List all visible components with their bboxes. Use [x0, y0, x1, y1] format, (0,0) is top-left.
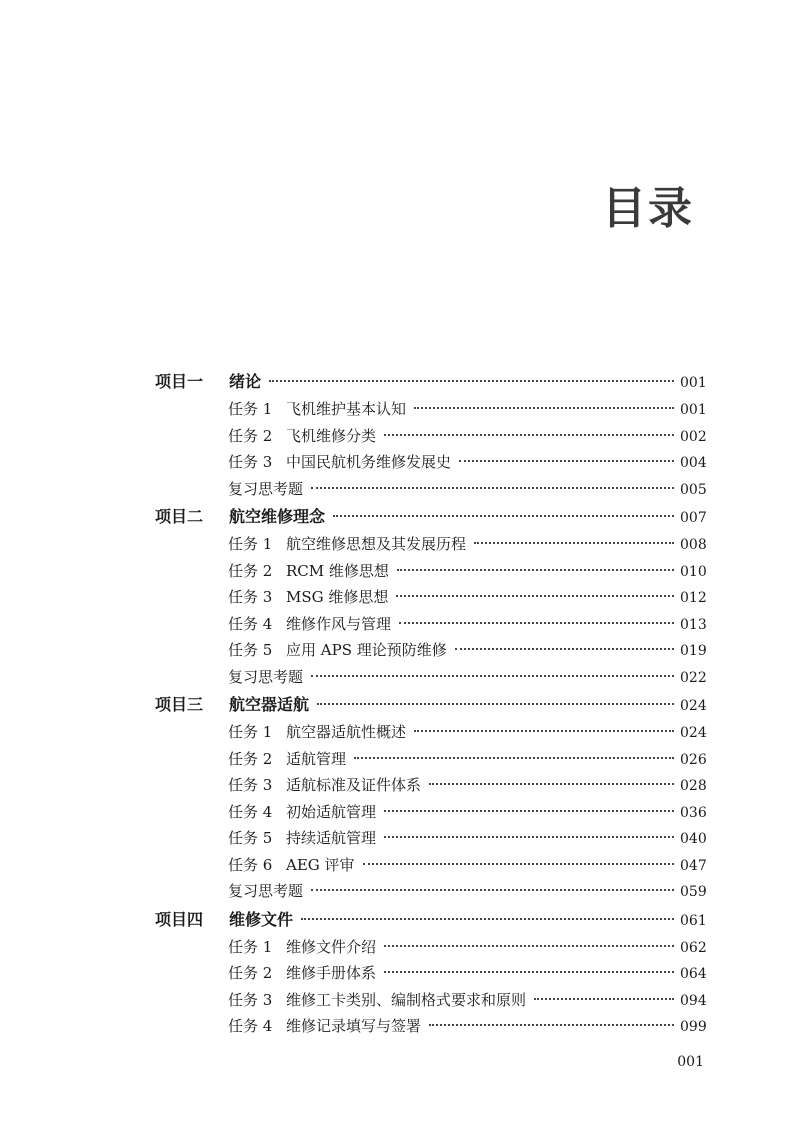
page-number: 002: [680, 428, 707, 445]
dot-leader: [354, 757, 674, 759]
task-label: 任务 5: [228, 829, 273, 847]
toc-task-entry[interactable]: [155, 987, 706, 1014]
dot-leader: [397, 569, 674, 571]
project-label: 项目二: [155, 507, 204, 526]
toc-task-entry[interactable]: [155, 772, 706, 799]
dot-leader: [384, 810, 674, 812]
project-title: 维修文件: [229, 909, 294, 929]
page-title: 目录: [602, 183, 694, 234]
page-number: 099: [680, 1019, 707, 1035]
toc-task-entry[interactable]: [155, 852, 706, 879]
page-number: 001: [677, 1054, 704, 1070]
dot-leader: [429, 1024, 674, 1026]
toc-task-entry[interactable]: [155, 531, 706, 558]
toc-task-entry[interactable]: [155, 396, 706, 423]
page-number: 001: [680, 375, 707, 391]
task-label: 任务 1: [228, 723, 273, 741]
project-title: 航空器适航: [229, 695, 310, 714]
toc-task-entry[interactable]: [155, 934, 706, 961]
toc-task-entry[interactable]: [155, 1013, 706, 1040]
page-number: 001: [680, 402, 707, 418]
toc-review-entry[interactable]: [155, 476, 706, 503]
dot-leader: [363, 863, 674, 865]
toc-task-entry[interactable]: [155, 584, 706, 611]
toc-project-entry[interactable]: [155, 690, 706, 719]
page-number: 062: [680, 939, 707, 956]
dot-leader: [269, 380, 674, 382]
task-label: 任务 2: [228, 964, 273, 982]
task-title: 航空维修思想及其发展历程: [286, 535, 467, 553]
page-number: 013: [680, 616, 707, 633]
page-number: 064: [680, 966, 707, 982]
page-number: 019: [680, 643, 707, 659]
toc-project-entry[interactable]: [155, 502, 706, 531]
task-title: 维修文件介绍: [286, 937, 377, 956]
toc-task-entry[interactable]: [155, 825, 706, 852]
page-number: 004: [680, 455, 707, 471]
page-number: 012: [680, 590, 707, 606]
task-label: 任务 3: [228, 588, 273, 606]
dot-leader: [384, 971, 674, 973]
toc-task-entry[interactable]: [155, 719, 706, 746]
page-number: 040: [680, 831, 707, 847]
review-title: 复习思考题: [228, 479, 304, 498]
dot-leader: [534, 998, 674, 1000]
page-number: 028: [680, 778, 707, 794]
page-number: 026: [680, 751, 707, 768]
toc-task-entry[interactable]: [155, 799, 706, 826]
page-number: 036: [680, 804, 707, 821]
review-title: 复习思考题: [228, 667, 304, 686]
dot-leader: [384, 434, 674, 436]
task-title: 航空器适航性概述: [286, 723, 407, 741]
toc-task-entry[interactable]: [155, 423, 706, 450]
page-number: 007: [680, 510, 707, 526]
page-number: 024: [680, 698, 707, 714]
dot-leader: [399, 622, 674, 624]
task-title: RCM 维修思想: [286, 561, 389, 580]
toc-task-entry[interactable]: [155, 558, 706, 585]
task-title: 维修工卡类别、编制格式要求和原则: [286, 990, 527, 1009]
dot-leader: [396, 595, 674, 597]
dot-leader: [301, 918, 674, 920]
toc-task-entry[interactable]: [155, 449, 706, 476]
dot-leader: [455, 648, 674, 650]
task-label: 任务 4: [228, 802, 273, 821]
task-label: 任务 4: [228, 1017, 273, 1035]
dot-leader: [384, 945, 674, 947]
task-label: 任务 3: [228, 776, 273, 794]
dot-leader: [429, 783, 674, 785]
dot-leader: [317, 703, 674, 705]
project-label: 项目三: [155, 695, 204, 714]
dot-leader: [384, 836, 674, 838]
toc-project-entry[interactable]: [155, 905, 706, 934]
task-label: 任务 2: [228, 749, 273, 768]
dot-leader: [311, 487, 674, 489]
toc-task-entry[interactable]: [155, 960, 706, 987]
project-label: 项目一: [155, 372, 204, 391]
task-title: 维修作风与管理: [286, 614, 392, 633]
task-label: 任务 1: [228, 400, 273, 418]
task-title: 初始适航管理: [286, 802, 377, 821]
project-title: 绪论: [229, 372, 262, 391]
task-label: 任务 3: [228, 453, 273, 471]
task-title: 适航标准及证件体系: [286, 776, 422, 794]
toc-task-entry[interactable]: [155, 746, 706, 773]
task-title: 持续适航管理: [286, 829, 377, 847]
task-label: 任务 6: [228, 855, 273, 874]
page-number: 047: [680, 857, 707, 874]
dot-leader: [459, 460, 674, 462]
task-title: 应用 APS 理论预防维修: [286, 641, 447, 659]
page-number: 005: [680, 481, 707, 498]
page-number: 094: [680, 992, 707, 1009]
task-title: AEG 评审: [286, 855, 355, 874]
page-number: 061: [680, 912, 707, 929]
task-title: 飞机维修分类: [286, 426, 377, 445]
task-label: 任务 4: [228, 614, 273, 633]
task-label: 任务 2: [228, 426, 273, 445]
task-title: 中国民航机务维修发展史: [286, 453, 452, 471]
page-number: 059: [680, 884, 707, 900]
task-label: 任务 1: [228, 937, 273, 956]
dot-leader: [414, 730, 674, 732]
project-title: 航空维修理念: [229, 507, 326, 526]
task-label: 任务 2: [228, 561, 273, 580]
dot-leader: [333, 515, 674, 517]
task-title: 适航管理: [286, 749, 347, 768]
page-number: 010: [680, 563, 707, 580]
dot-leader: [414, 407, 674, 409]
task-label: 任务 1: [228, 535, 273, 553]
toc-task-entry[interactable]: [155, 611, 706, 638]
task-title: 飞机维护基本认知: [286, 400, 407, 418]
project-label: 项目四: [155, 909, 204, 929]
page-number: 008: [680, 537, 707, 553]
page-number: 024: [680, 725, 707, 741]
table-of-contents: [155, 367, 706, 1040]
task-title: 维修手册体系: [286, 964, 377, 982]
dot-leader: [474, 542, 674, 544]
task-label: 任务 3: [228, 990, 273, 1009]
task-title: MSG 维修思想: [286, 588, 389, 606]
task-label: 任务 5: [228, 641, 273, 659]
toc-review-entry[interactable]: [155, 664, 706, 691]
task-title: 维修记录填写与签署: [286, 1017, 422, 1035]
toc-review-entry[interactable]: [155, 878, 706, 905]
toc-project-entry[interactable]: [155, 367, 706, 396]
toc-task-entry[interactable]: [155, 637, 706, 664]
dot-leader: [311, 889, 674, 891]
dot-leader: [311, 675, 674, 677]
review-title: 复习思考题: [228, 882, 304, 900]
page-number: 022: [680, 669, 707, 686]
